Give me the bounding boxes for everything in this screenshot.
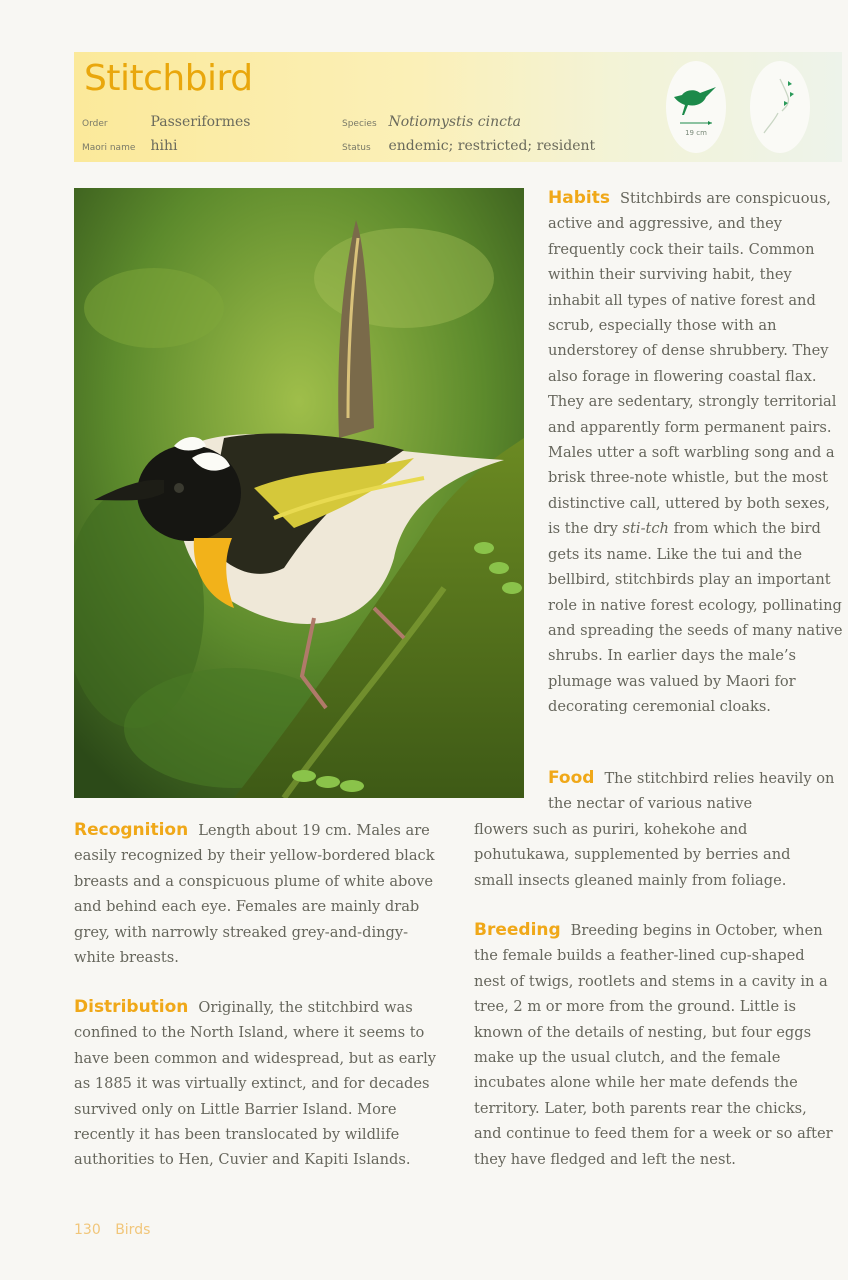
- food-section: [474, 817, 814, 893]
- distribution-map: [750, 61, 810, 153]
- distribution-heading: Distribution: [74, 997, 189, 1017]
- habits-text-b: from which the bird gets its name. Like the tui and the bellbird, stitchbirds play an important role in native forest ecology, pollinating and spreading the seeds of many native shrubs. In earlier days the male’s plumage was valued by Maori for decorating ceremonial cloaks.: [548, 520, 843, 716]
- page-number: 130: [74, 1222, 101, 1238]
- maori-name-row: [82, 138, 177, 154]
- breeding-section: [474, 918, 838, 1172]
- recognition-section: [74, 818, 448, 970]
- recognition-text: Length about 19 cm. Males are easily recognized by their yellow-bordered black breasts and a conspicuous plume of white above and behind each eye. Females are mainly drab grey, with narrowly streaked grey-and-dingy-white breasts.: [74, 822, 435, 967]
- footer-section: Birds: [115, 1222, 151, 1238]
- species-value: Notiomystis cincta: [388, 114, 521, 130]
- distribution-text: Originally, the stitchbird was confined to the North Island, where it seems to have been common and widespread, but as early as 1885 it was virtually extinct, and for decades survived only on Little Barrier Island. More recently it has been translocated by wildlife authorities to Hen, Cuvier and Kapiti Islands.: [74, 999, 437, 1169]
- habits-text-a: Stitchbirds are conspicuous, active and aggressive, and they frequently cock their tails. Common within their surviving habit, they inhabit all types of native forest and scrub, especially those with an understorey of dense shrubbery. They also forage in flowering coastal flax. They are sedentary, strongly territorial and apparently form permanent pairs. Males utter a soft warbling song and a brisk three-note whistle, but the most distinctive call, uttered by both sexes, is the dry: [548, 190, 837, 538]
- distribution-section: [74, 995, 454, 1173]
- breeding-heading: Breeding: [474, 920, 561, 940]
- food-text-first: The stitchbird relies heavily on the nectar of various native: [548, 770, 835, 813]
- bird-silhouette-icon: [666, 61, 726, 153]
- habits-heading: Habits: [548, 188, 610, 208]
- size-badge: [666, 61, 726, 153]
- status-label: Status: [342, 143, 371, 153]
- breeding-text: Breeding begins in October, when the female builds a feather-lined cup-shaped nest of twigs, rootlets and stems in a cavity in a tree, 2 m or more from the ground. Little is known of the details of nesting, but four eggs make up the usual clutch, and the female incubates alone while her mate defends the territory. Later, both parents rear the chicks, and continue to feed them for a week or so after they have fledged and left the nest.: [474, 922, 833, 1168]
- food-heading: Food: [548, 768, 595, 788]
- order-label: Order: [82, 119, 108, 129]
- food-heading-block: [548, 766, 842, 817]
- size-label: 19 cm: [685, 129, 707, 137]
- maori-name-label: Maori name: [82, 143, 136, 153]
- order-value: Passeriformes: [150, 114, 251, 130]
- order-row: [82, 114, 250, 130]
- page-footer: [74, 1222, 150, 1238]
- maori-name-value: hihi: [150, 138, 178, 154]
- species-header: [74, 52, 842, 162]
- status-row: [342, 138, 595, 154]
- recognition-heading: Recognition: [74, 820, 189, 840]
- status-value: endemic; restricted; resident: [388, 138, 596, 154]
- nz-map-icon: [750, 61, 810, 153]
- habits-call-text: sti-tch: [622, 520, 669, 538]
- species-row: [342, 114, 521, 130]
- species-label: Species: [342, 119, 377, 129]
- habits-section: [548, 186, 844, 720]
- page-title: Stitchbird: [84, 58, 253, 99]
- food-text-rest: flowers such as puriri, kohekohe and pohutukawa, supplemented by berries and small insects gleaned mainly from foliage.: [474, 821, 791, 889]
- stitchbird-photo: [74, 188, 524, 798]
